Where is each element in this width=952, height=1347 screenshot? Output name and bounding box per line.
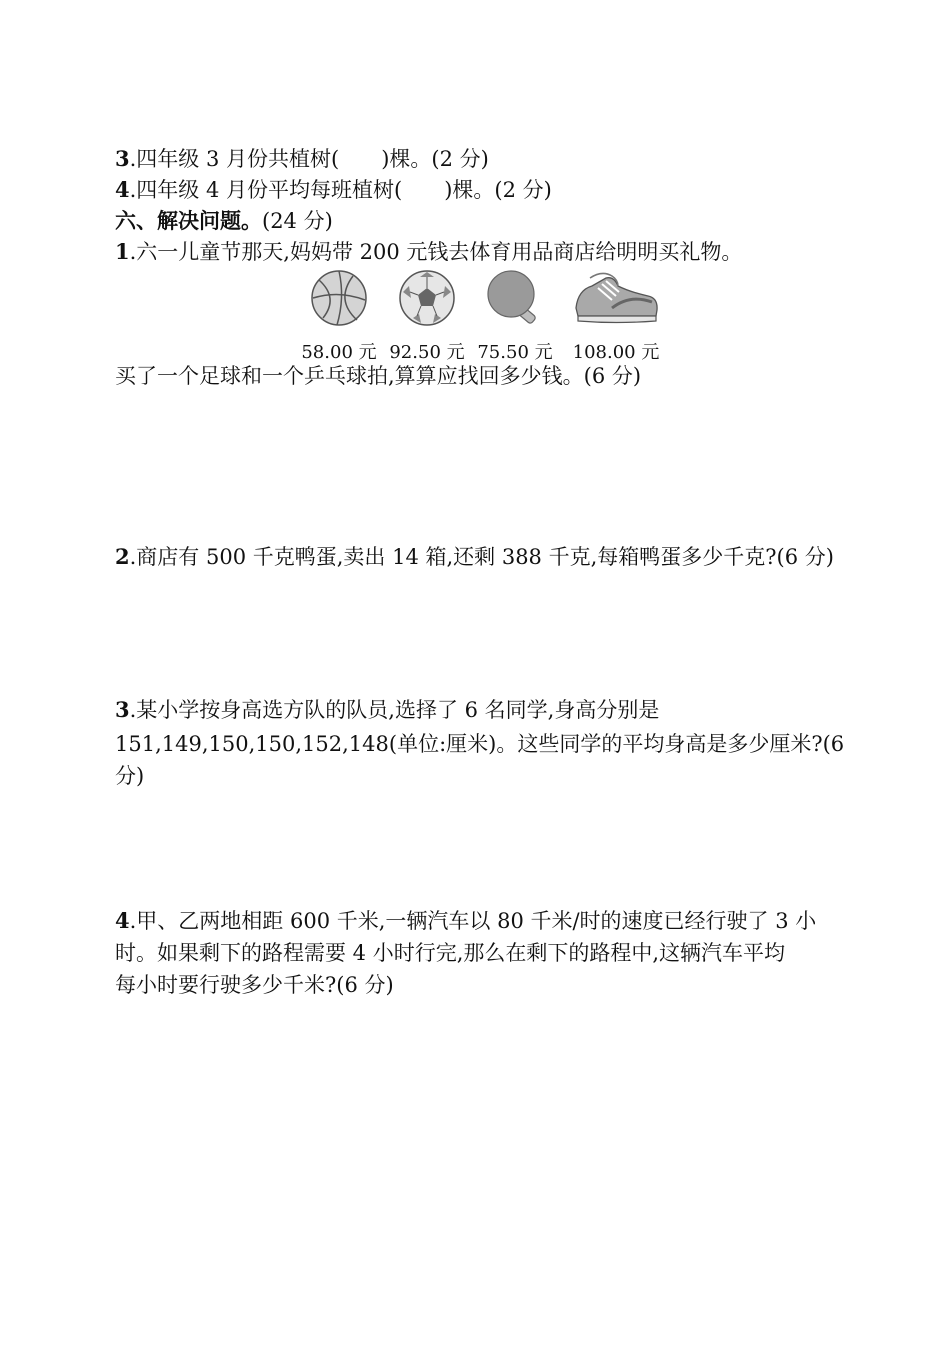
question-text: .四年级 4 月份平均每班植树( )棵。(2 分) [129,178,552,202]
question-text: .六一儿童节那天,妈妈带 200 元钱去体育用品商店给明明买礼物。 [129,240,743,264]
question-6-4-line2 [115,938,785,968]
sneaker-icon [572,268,660,328]
soccer-ball-icon [397,268,457,328]
product-price: 58.00 元 [301,342,377,363]
product-price: 92.50 元 [389,342,465,363]
question-number: 3 [115,697,130,722]
question-text: 151,149,150,150,152,148(单位:厘米)。这些同学的平均身高是多少厘米?(6 [115,732,845,756]
question-6-1 [115,237,742,267]
question-6-3-line3 [115,761,144,791]
question-6-4-line3 [115,970,394,1000]
question-text: .四年级 3 月份共植树( )棵。(2 分) [129,147,489,171]
question-6-1-prompt [115,361,641,391]
section-score: (24 分) [262,209,333,233]
product-ping-pong-paddle [472,268,558,364]
question-number: 2 [115,544,130,569]
product-list [296,268,668,363]
question-6-3-line2 [115,729,844,759]
ping-pong-paddle-icon [484,268,546,328]
section-heading [115,206,333,236]
question-6-4 [115,906,816,936]
product-sneaker [566,268,666,364]
section-title: 六、解决问题。 [115,209,262,233]
question-text: 买了一个足球和一个乒乓球拍,算算应找回多少钱。(6 分) [115,364,642,388]
question-number: 3 [115,146,130,171]
question-text: .商店有 500 千克鸭蛋,卖出 14 箱,还剩 388 千克,每箱鸭蛋多少千克?(6 分) [129,545,834,569]
question-text: .甲、乙两地相距 600 千米,一辆汽车以 80 千米/时的速度已经行驶了 3 小 [129,909,817,933]
question-5-4 [115,175,552,205]
question-number: 4 [115,177,130,202]
question-6-3 [115,695,659,725]
product-price: 75.50 元 [477,342,553,363]
question-6-2 [115,542,834,572]
product-price: 108.00 元 [572,342,660,363]
question-5-3 [115,144,489,174]
basketball-icon [309,268,369,328]
question-text: 分) [115,764,145,788]
product-soccer-ball [384,268,470,364]
question-text: 每小时要行驶多少千米?(6 分) [115,973,394,997]
question-number: 1 [115,239,130,264]
question-text: 时。如果剩下的路程需要 4 小时行完,那么在剩下的路程中,这辆汽车平均 [115,941,786,965]
product-basketball [296,268,382,364]
question-number: 4 [115,908,130,933]
question-text: .某小学按身高选方队的队员,选择了 6 名同学,身高分别是 [129,698,660,722]
